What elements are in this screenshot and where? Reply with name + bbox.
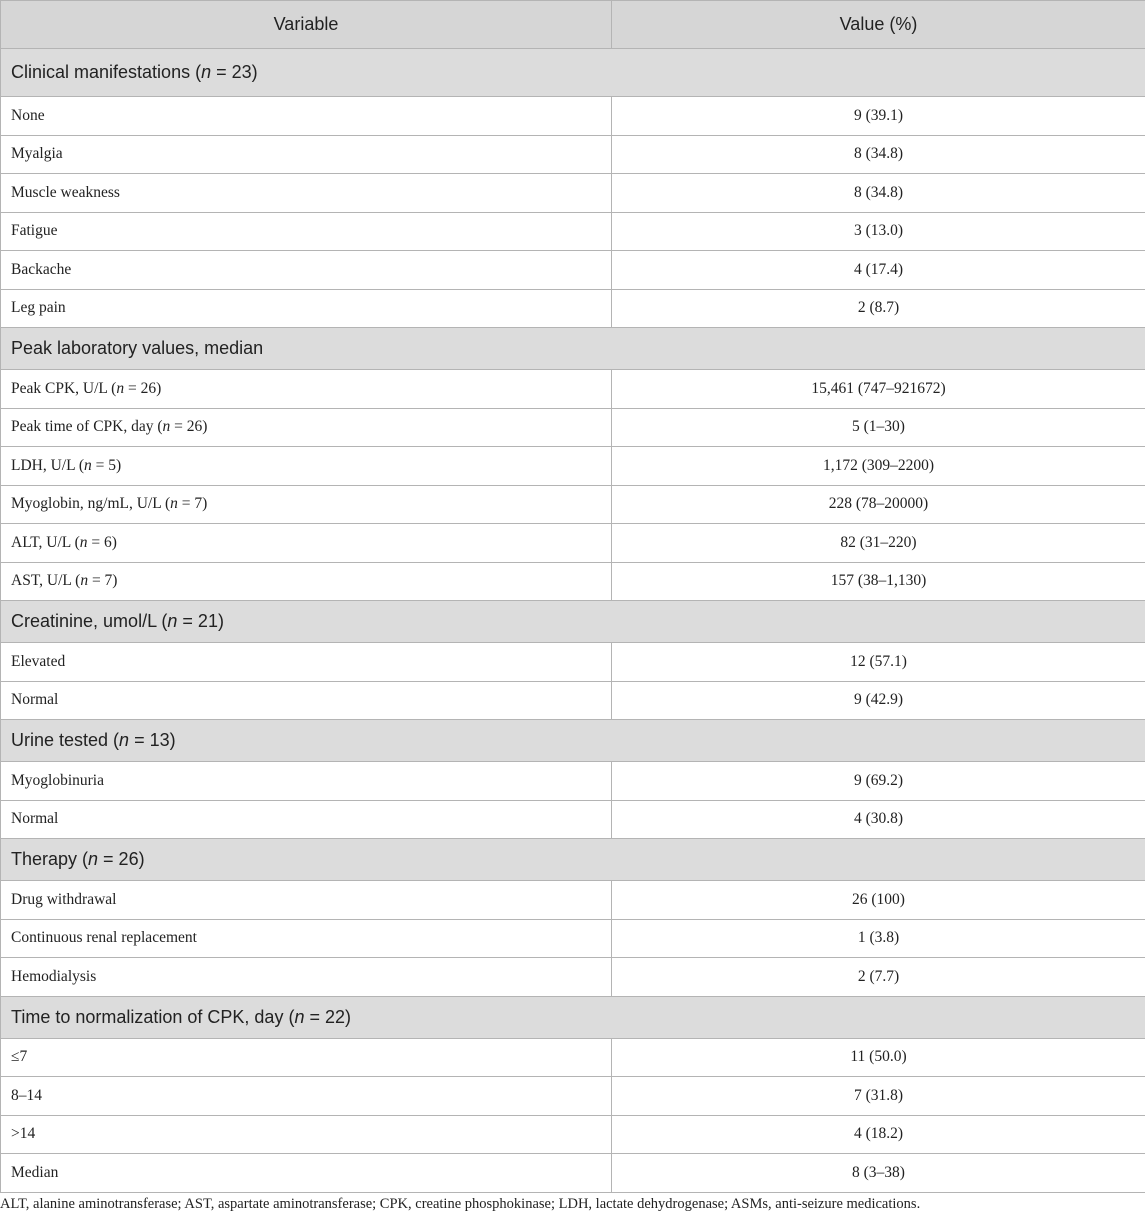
- text-part: Peak time of CPK, day (: [11, 418, 163, 436]
- table-row: [1, 212, 1145, 251]
- footnote: ALT, alanine aminotransferase; AST, aspartate aminotransferase; CPK, creatine phosphokinase; LDH, lactate dehydrogenase; ASMs, anti-seizure medications.: [0, 1196, 921, 1212]
- table-row: [1, 251, 1145, 290]
- italic-n: n: [84, 456, 92, 474]
- text-part: = 23): [211, 62, 258, 82]
- italic-n: n: [119, 730, 130, 750]
- row-value: 12 (57.1): [612, 643, 1145, 682]
- italic-n: n: [167, 611, 178, 631]
- table-row: [1, 370, 1145, 409]
- section-title: [1, 601, 1145, 643]
- row-value: 4 (30.8): [612, 800, 1145, 839]
- text-part: Therapy (: [11, 849, 89, 869]
- table-row: [1, 447, 1145, 486]
- text-part: = 6): [87, 533, 117, 551]
- row-value: 1,172 (309–2200): [612, 447, 1145, 486]
- table-row: [1, 1077, 1145, 1116]
- row-value: 5 (1–30): [612, 408, 1145, 447]
- row-value: 9 (69.2): [612, 762, 1145, 801]
- row-label: [1, 562, 612, 601]
- text-part: Time to normalization of CPK, day (: [11, 1006, 295, 1027]
- text-part: = 21): [177, 611, 224, 631]
- row-label: Median: [1, 1154, 612, 1193]
- text-part: = 26): [98, 849, 145, 869]
- row-label: [1, 485, 612, 524]
- row-value: 3 (13.0): [612, 212, 1145, 251]
- italic-n: n: [116, 379, 125, 397]
- section-header-row: [1, 839, 1145, 881]
- table-row: [1, 1115, 1145, 1154]
- row-label: Elevated: [1, 643, 612, 682]
- text-part: AST, U/L (: [11, 572, 81, 590]
- table-row: [1, 562, 1145, 601]
- table-row: [1, 1154, 1145, 1193]
- section-header-row: [1, 49, 1145, 97]
- row-value: 2 (7.7): [612, 958, 1145, 997]
- italic-n: n: [170, 495, 178, 513]
- row-label: Myalgia: [1, 135, 612, 174]
- text-part: = 26): [124, 379, 162, 397]
- table-row: [1, 135, 1145, 174]
- table-row: [1, 919, 1145, 958]
- text-part: = 7): [88, 572, 118, 590]
- row-label: Leg pain: [1, 289, 612, 328]
- text-part: = 26): [170, 418, 208, 436]
- section-title: [1, 996, 1145, 1038]
- table-row: [1, 97, 1145, 136]
- section-title: Peak laboratory values, median: [1, 328, 1145, 370]
- row-label: Drug withdrawal: [1, 881, 612, 920]
- row-value: 2 (8.7): [612, 289, 1145, 328]
- row-value: 9 (42.9): [612, 681, 1145, 720]
- header-row: [1, 1, 1145, 49]
- table-row: [1, 643, 1145, 682]
- section-header-row: [1, 996, 1145, 1038]
- row-value: 26 (100): [612, 881, 1145, 920]
- row-value: 15,461 (747–921672): [612, 370, 1145, 409]
- table-body: [1, 49, 1145, 1193]
- italic-n: n: [80, 572, 89, 590]
- row-value: 8 (3–38): [612, 1154, 1145, 1193]
- table-row: [1, 408, 1145, 447]
- text-part: = 22): [304, 1006, 351, 1027]
- text-part: Peak CPK, U/L (: [11, 379, 117, 397]
- table-row: [1, 485, 1145, 524]
- row-label: Muscle weakness: [1, 174, 612, 213]
- text-part: = 5): [91, 456, 122, 474]
- row-label: ≤7: [1, 1038, 612, 1077]
- row-label: [1, 447, 612, 486]
- italic-n: n: [88, 849, 99, 869]
- section-header-row: [1, 720, 1145, 762]
- header-variable: Variable: [1, 1, 612, 49]
- text-part: Creatinine, umol/L (: [11, 611, 168, 631]
- row-label: Hemodialysis: [1, 958, 612, 997]
- table-row: [1, 800, 1145, 839]
- table-row: [1, 524, 1145, 563]
- italic-n: n: [201, 62, 212, 82]
- text-part: ALT, U/L (: [11, 533, 80, 551]
- section-header-row: [1, 601, 1145, 643]
- table-row: [1, 762, 1145, 801]
- text-part: Clinical manifestations (: [11, 62, 202, 82]
- row-label: Backache: [1, 251, 612, 290]
- row-value: 8 (34.8): [612, 174, 1145, 213]
- row-label: Normal: [1, 800, 612, 839]
- row-value: 4 (18.2): [612, 1115, 1145, 1154]
- row-label: None: [1, 97, 612, 136]
- row-label: Continuous renal replacement: [1, 919, 612, 958]
- section-header-row: [1, 328, 1145, 370]
- row-value: 82 (31–220): [612, 524, 1145, 563]
- row-value: 8 (34.8): [612, 135, 1145, 174]
- row-value: 228 (78–20000): [612, 485, 1145, 524]
- row-value: 1 (3.8): [612, 919, 1145, 958]
- text-part: Myoglobin, ng/mL, U/L (: [11, 495, 171, 513]
- italic-n: n: [294, 1006, 305, 1027]
- italic-n: n: [79, 533, 88, 551]
- row-label: [1, 408, 612, 447]
- row-value: 7 (31.8): [612, 1077, 1145, 1116]
- header-value: Value (%): [612, 1, 1145, 49]
- row-label: >14: [1, 1115, 612, 1154]
- row-value: 9 (39.1): [612, 97, 1145, 136]
- table-row: [1, 958, 1145, 997]
- table-row: [1, 289, 1145, 328]
- row-label: Fatigue: [1, 212, 612, 251]
- text-part: LDH, U/L (: [11, 456, 85, 474]
- table-row: [1, 681, 1145, 720]
- row-value: 4 (17.4): [612, 251, 1145, 290]
- table-row: [1, 1038, 1145, 1077]
- table-row: [1, 174, 1145, 213]
- row-label: Myoglobinuria: [1, 762, 612, 801]
- row-label: 8–14: [1, 1077, 612, 1116]
- table-row: [1, 881, 1145, 920]
- row-value: 11 (50.0): [612, 1038, 1145, 1077]
- text-part: = 7): [177, 495, 208, 513]
- row-label: Normal: [1, 681, 612, 720]
- row-label: [1, 370, 612, 409]
- row-value: 157 (38–1,130): [612, 562, 1145, 601]
- text-part: Urine tested (: [11, 730, 120, 750]
- section-title: [1, 839, 1145, 881]
- text-part: = 13): [129, 730, 176, 750]
- section-title: [1, 720, 1145, 762]
- row-label: [1, 524, 612, 563]
- section-title: [1, 49, 1145, 97]
- italic-n: n: [162, 418, 171, 436]
